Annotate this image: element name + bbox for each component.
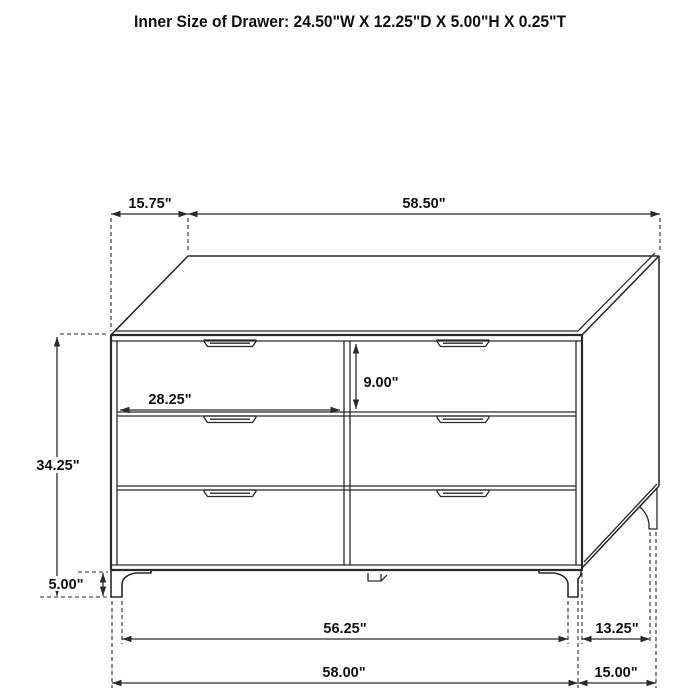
label-base-depth-outer: 15.00"	[594, 665, 638, 681]
dresser-drawing	[111, 253, 659, 597]
drawer-row-dividers	[117, 412, 576, 490]
back-right-leg	[640, 488, 657, 529]
page-title: Inner Size of Drawer: 24.50"W X 12.25"D X 5.00"H X 0.25"T	[134, 12, 567, 31]
label-base-depth-inner: 13.25"	[595, 621, 639, 637]
label-drawer-height: 9.00"	[363, 375, 399, 391]
drawer-handle-icon	[204, 416, 256, 423]
label-leg-height: 5.00"	[48, 577, 84, 593]
drawer-handles	[204, 340, 489, 497]
label-body-height: 34.25"	[36, 458, 80, 474]
label-drawer-width: 28.25"	[148, 392, 192, 408]
dim-top-depth	[111, 214, 188, 331]
label-base-width-outer: 58.00"	[322, 665, 366, 681]
drawer-handle-icon	[437, 416, 489, 423]
side-bottom-edge-thickness	[584, 484, 657, 562]
front-right-leg	[539, 570, 581, 597]
label-top-width: 58.50"	[402, 196, 446, 212]
dim-top-width	[188, 214, 660, 253]
dresser-side-panel	[582, 256, 659, 568]
label-base-width-inner: 56.25"	[323, 621, 367, 637]
label-top-depth: 15.75"	[128, 196, 172, 212]
dimension-labels	[30, 196, 639, 681]
front-face-outline	[111, 335, 582, 570]
top-surface-outline	[111, 256, 659, 335]
front-left-leg	[111, 570, 151, 597]
center-support-foot	[368, 573, 387, 581]
dresser-legs	[111, 570, 581, 597]
drawer-handle-icon	[437, 490, 489, 497]
side-bottom-edge	[582, 486, 659, 568]
dresser-top-surface	[111, 253, 659, 335]
front-face-inner-frame	[111, 341, 582, 565]
center-divider	[344, 341, 350, 565]
dresser-front-face	[111, 335, 582, 570]
top-surface-edge-thickness	[116, 253, 655, 331]
drawer-handle-icon	[204, 490, 256, 497]
